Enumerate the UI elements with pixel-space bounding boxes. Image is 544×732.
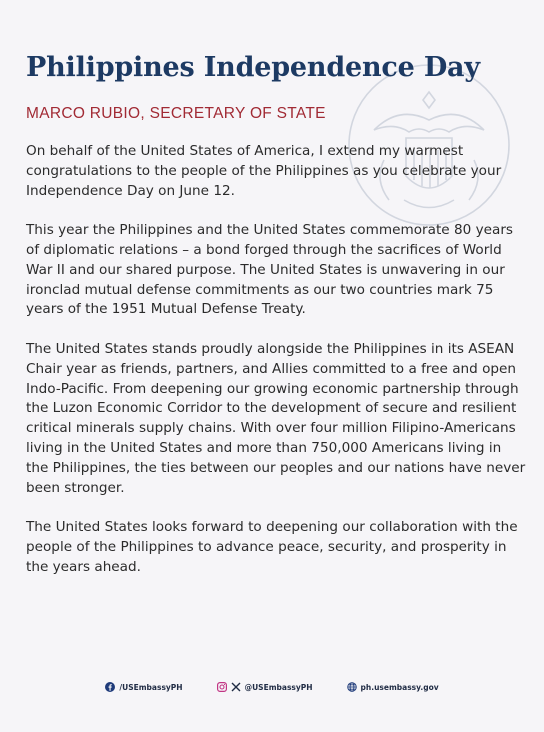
x-icon (231, 682, 241, 692)
instagram-x-link[interactable] (217, 682, 313, 692)
facebook-icon (105, 682, 115, 692)
paragraph-3: The United States stands proudly alongside the Philippines in its ASEAN Chair year as friends, partners, and Allies committed to a free and open Indo-Pacific. From deepening our growing economic partnership through the Luzon Economic Corridor to the development of secure and resilient critical minerals supply chains. With over four million Filipino-Americans living in the United States and more than 750,000 Americans living in the Philippines, the ties between our peoples and our nations have never been stronger. (26, 340, 526, 496)
facebook-handle: /USEmbassyPH (119, 682, 183, 692)
statement-page (0, 52, 544, 732)
social-footer (0, 682, 544, 692)
instagram-icon (217, 682, 227, 692)
instagram-x-handle: @USEmbassyPH (244, 682, 313, 692)
website-url: ph.usembassy.gov (360, 682, 439, 692)
paragraph-2: This year the Philippines and the United States commemorate 80 years of diplomatic relations – a bond forged through the sacrifices of World War II and our shared purpose. The United States is unwavering in our ironclad mutual defense commitments as our two countries mark 75 years of the 1951 Mutual Defense Treaty. (26, 222, 513, 318)
statement-body (26, 142, 526, 578)
facebook-link[interactable] (105, 682, 182, 692)
website-link[interactable] (347, 682, 439, 692)
page-title: Philippines Independence Day (26, 52, 480, 83)
paragraph-1: On behalf of the United States of America, I extend my warmest congratulations to the people of the Philippines as you celebrate your Independence Day on June 12. (26, 143, 502, 199)
globe-icon (347, 682, 357, 692)
paragraph-4: The United States looks forward to deepening our collaboration with the people of the Philippines to advance peace, security, and prosperity in the years ahead. (26, 519, 518, 575)
author-byline: MARCO RUBIO, SECRETARY OF STATE (26, 105, 326, 122)
